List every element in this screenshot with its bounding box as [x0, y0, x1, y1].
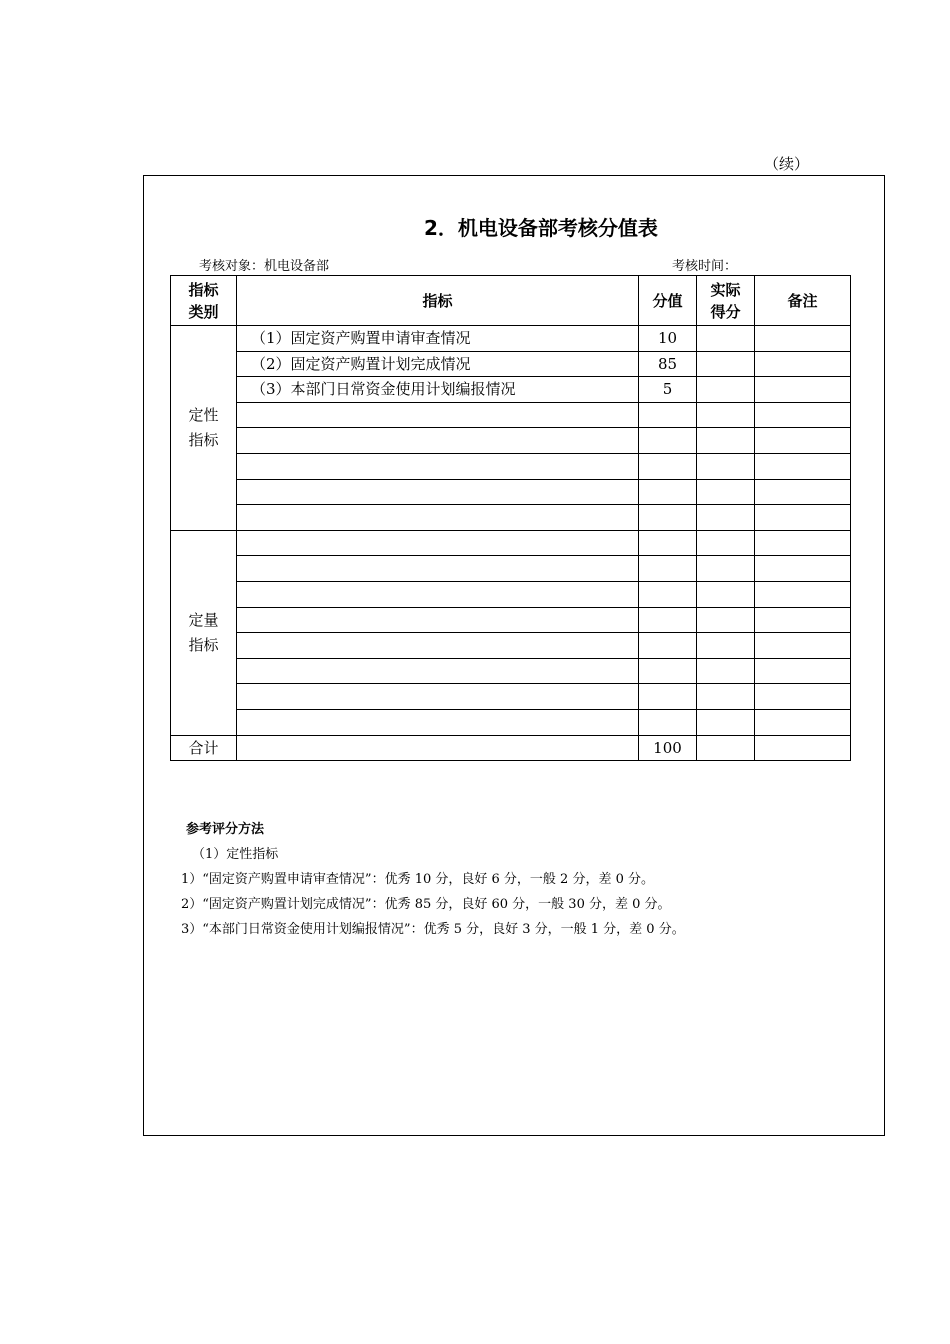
score-cell: 85 [639, 351, 697, 377]
actual-score-cell[interactable] [697, 505, 755, 531]
scoring-rule-1: 1）“固定资产购置申请审查情况”：优秀 10 分，良好 6 分，一般 2 分，差 0 分。 [181, 872, 654, 887]
continued-label: （续） [764, 155, 810, 173]
header-category: 指标 类别 [171, 276, 237, 326]
table-row [171, 326, 851, 352]
remark-cell[interactable] [755, 633, 851, 659]
actual-score-cell[interactable] [697, 479, 755, 505]
actual-score-cell[interactable] [697, 633, 755, 659]
actual-score-cell[interactable] [697, 326, 755, 352]
score-cell[interactable] [639, 428, 697, 454]
indicator-cell: （1）固定资产购置申请审查情况 [237, 326, 639, 352]
indicator-cell[interactable] [237, 633, 639, 659]
score-cell: 5 [639, 377, 697, 403]
score-cell[interactable] [639, 658, 697, 684]
table-row [171, 581, 851, 607]
indicator-cell[interactable] [237, 402, 639, 428]
table-row [171, 658, 851, 684]
score-table [170, 275, 851, 761]
table-row [171, 505, 851, 531]
indicator-cell[interactable] [237, 505, 639, 531]
actual-score-cell[interactable] [697, 453, 755, 479]
score-cell[interactable] [639, 479, 697, 505]
actual-score-cell[interactable] [697, 377, 755, 403]
page-title: 2．机电设备部考核分值表 [424, 216, 658, 240]
score-cell[interactable] [639, 453, 697, 479]
remark-cell[interactable] [755, 326, 851, 352]
table-row [171, 428, 851, 454]
remark-cell[interactable] [755, 709, 851, 735]
score-cell[interactable] [639, 709, 697, 735]
total-indicator-cell [237, 735, 639, 761]
table-row [171, 556, 851, 582]
remark-cell[interactable] [755, 581, 851, 607]
total-label: 合计 [171, 735, 237, 761]
remark-cell[interactable] [755, 428, 851, 454]
remark-cell[interactable] [755, 377, 851, 403]
table-row [171, 709, 851, 735]
indicator-cell[interactable] [237, 453, 639, 479]
indicator-cell: （2）固定资产购置计划完成情况 [237, 351, 639, 377]
scoring-method-subtitle: （1）定性指标 [192, 847, 279, 862]
header-indicator: 指标 [237, 276, 639, 326]
indicator-cell[interactable] [237, 581, 639, 607]
indicator-cell: （3）本部门日常资金使用计划编报情况 [237, 377, 639, 403]
actual-score-cell[interactable] [697, 658, 755, 684]
total-remark-cell[interactable] [755, 735, 851, 761]
total-score: 100 [639, 735, 697, 761]
table-row [171, 479, 851, 505]
table-row [171, 351, 851, 377]
score-cell: 10 [639, 326, 697, 352]
header-remark: 备注 [755, 276, 851, 326]
header-score: 分值 [639, 276, 697, 326]
remark-cell[interactable] [755, 658, 851, 684]
score-cell[interactable] [639, 556, 697, 582]
score-cell[interactable] [639, 684, 697, 710]
score-cell[interactable] [639, 581, 697, 607]
remark-cell[interactable] [755, 530, 851, 556]
indicator-cell[interactable] [237, 709, 639, 735]
indicator-cell[interactable] [237, 607, 639, 633]
indicator-cell[interactable] [237, 530, 639, 556]
indicator-cell[interactable] [237, 428, 639, 454]
table-row [171, 530, 851, 556]
table-header-row [171, 276, 851, 326]
score-cell[interactable] [639, 505, 697, 531]
actual-score-cell[interactable] [697, 351, 755, 377]
actual-score-cell[interactable] [697, 402, 755, 428]
actual-score-cell[interactable] [697, 556, 755, 582]
scoring-rule-2: 2）“固定资产购置计划完成情况”：优秀 85 分，良好 60 分，一般 30 分，差 0 分。 [181, 897, 671, 912]
category-qualitative: 定性 指标 [171, 326, 237, 531]
total-row [171, 735, 851, 761]
remark-cell[interactable] [755, 684, 851, 710]
indicator-cell[interactable] [237, 479, 639, 505]
actual-score-cell[interactable] [697, 684, 755, 710]
scoring-method-title: 参考评分方法 [186, 822, 265, 837]
score-cell[interactable] [639, 530, 697, 556]
scoring-rule-3: 3）“本部门日常资金使用计划编报情况”：优秀 5 分，良好 3 分，一般 1 分，差 0 分。 [181, 922, 685, 937]
score-cell[interactable] [639, 607, 697, 633]
assessment-object: 考核对象：机电设备部 [199, 259, 330, 274]
actual-score-cell[interactable] [697, 607, 755, 633]
actual-score-cell[interactable] [697, 428, 755, 454]
table-row [171, 633, 851, 659]
remark-cell[interactable] [755, 505, 851, 531]
indicator-cell[interactable] [237, 658, 639, 684]
table-row [171, 607, 851, 633]
table-row [171, 453, 851, 479]
remark-cell[interactable] [755, 556, 851, 582]
indicator-cell[interactable] [237, 684, 639, 710]
indicator-cell[interactable] [237, 556, 639, 582]
remark-cell[interactable] [755, 351, 851, 377]
header-actual-score: 实际 得分 [697, 276, 755, 326]
actual-score-cell[interactable] [697, 581, 755, 607]
remark-cell[interactable] [755, 607, 851, 633]
actual-score-cell[interactable] [697, 530, 755, 556]
remark-cell[interactable] [755, 453, 851, 479]
table-row [171, 377, 851, 403]
score-cell[interactable] [639, 633, 697, 659]
remark-cell[interactable] [755, 479, 851, 505]
remark-cell[interactable] [755, 402, 851, 428]
table-row [171, 684, 851, 710]
table-row [171, 402, 851, 428]
actual-score-cell[interactable] [697, 709, 755, 735]
score-cell[interactable] [639, 402, 697, 428]
category-quantitative: 定量 指标 [171, 530, 237, 735]
total-actual-score-cell[interactable] [697, 735, 755, 761]
assessment-time: 考核时间： [672, 259, 738, 274]
